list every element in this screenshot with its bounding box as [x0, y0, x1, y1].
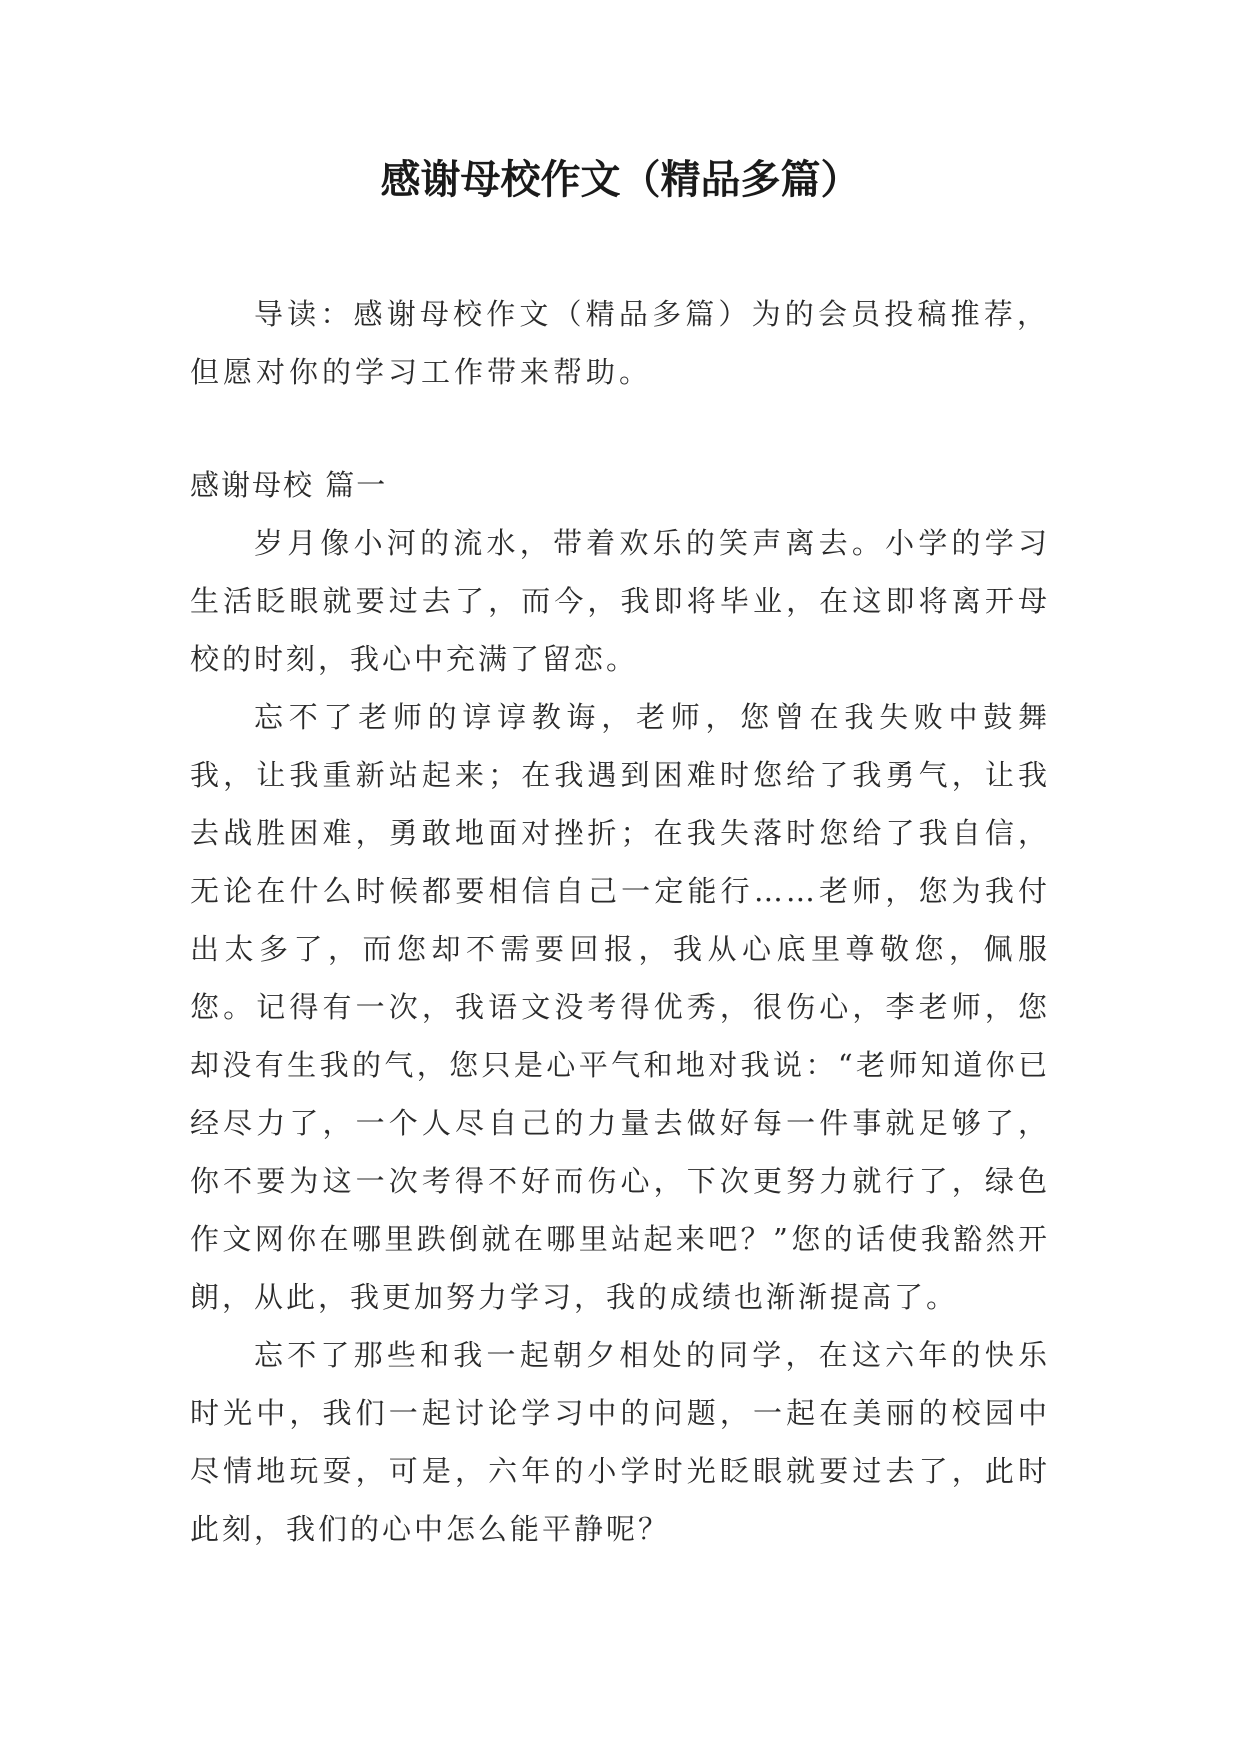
intro-paragraph: 导读：感谢母校作文（精品多篇）为的会员投稿推荐，但愿对你的学习工作带来帮助。: [190, 297, 1050, 389]
body-paragraph: 忘不了老师的谆谆教诲，老师，您曾在我失败中鼓舞我，让我重新站起来；在我遇到困难时您给了我勇气，让我去战胜困难，勇敢地面对挫折；在我失落时您给了我自信，无论在什么时候都要相信自己一定能行……老师，您为我付出太多了，而您却不需要回报，我从心底里尊敬您，佩服您。记得有一次，我语文没考得优秀，很伤心，李老师，您却没有生我的气，您只是心平气和地对我说：“老师知道你已经尽力了，一个人尽自己的力量去做好每一件事就足够了，你不要为这一次考得不好而伤心，下次更努力就行了，绿色作文网你在哪里跌倒就在哪里站起来吧？”您的话使我豁然开朗，从此，我更加努力学习，我的成绩也渐渐提高了。: [190, 700, 1050, 1314]
body-paragraph: 忘不了那些和我一起朝夕相处的同学，在这六年的快乐时光中，我们一起讨论学习中的问题，一起在美丽的校园中尽情地玩耍，可是，六年的小学时光眨眼就要过去了，此时此刻，我们的心中怎么能平静呢？: [190, 1338, 1050, 1546]
document-body: [190, 285, 1050, 1558]
section-heading: 感谢母校 篇一: [190, 468, 388, 502]
body-paragraph: 岁月像小河的流水，带着欢乐的笑声离去。小学的学习生活眨眼就要过去了，而今，我即将毕业，在这即将离开母校的时刻，我心中充满了留恋。: [190, 526, 1050, 676]
document-title: 感谢母校作文（精品多篇）: [380, 157, 861, 203]
